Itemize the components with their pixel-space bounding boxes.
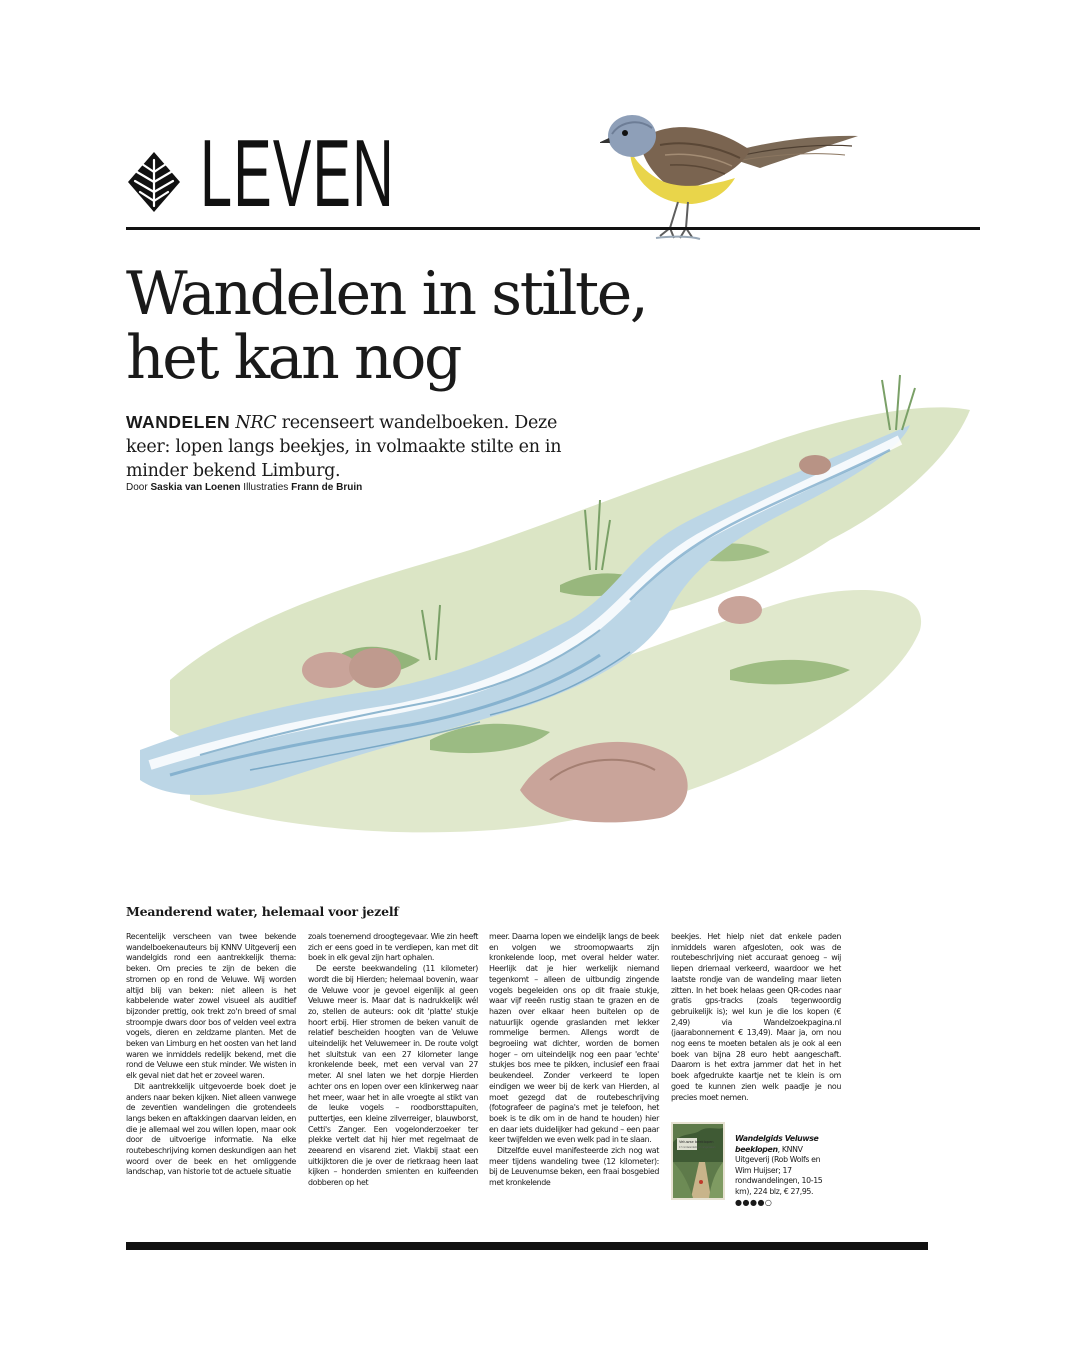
body-column-2: [308, 932, 478, 1189]
byline-prefix: Door: [126, 482, 148, 493]
illustrator-name: Frann de Bruin: [291, 482, 363, 493]
body-paragraph: meer. Daarna lopen we eindelijk langs de beek en volgen we stroomopwaarts zijn kronkelende loop, met overal helder water. Heerlijk dat je hier werkelijk niemand tegenkomt – alleen de uitbundig zingende vogels begeleiden ons op dit fraaie stukje, waar vijf reeën rustig staan te grazen en de hazen over elkaar heen buitelen op de natuurlijk ogende graslanden met lekker rommelige bermen. Allengs wordt de begroeiing wat dichter, worden de bomen hoger – om uiteindelijk nog een paar 'echte' stukjes bos mee te pikken, inclusief een fraai beukendeel. Zonder verkeerd te lopen eindigen we weer bij de kerk van Hierden, al moet gezegd dat de routebeschrijving (fotografeer de pagina's met je telefoon, het boek is te dik om in de hand te houden) hier en daar iets duidelijker had gekund – een paar keer twijfelden we even welk pad in te slaan.: [489, 932, 659, 1145]
intro-text: recenseert wandelboeken. Deze keer: lopen langs beekjes, in volmaakte stilte en in minder bekend Limburg.: [126, 413, 562, 481]
rating-dots: ●●●●○: [735, 1198, 773, 1207]
body-column-4: [671, 932, 841, 1103]
headline-line-2: het kan nog: [126, 323, 460, 393]
body-paragraph: beekjes. Het hielp niet dat enkele paden inmiddels waren afgesloten, ook was de routebeschrijving niet accuraat genoeg – wij liepen driemaal verkeerd, waardoor we het laatste rondje van de wandeling maar lieten zitten. In het boek helaas geen QR-codes naar gratis gps-tracks (zoals tegenwoordig gebruikelijk is); wel kun je die los kopen (€ 2,49) via Wandelzoekpagina.nl (jaarabonnement € 13,49). Maar ja, om nou nog eens te moeten betalen als je ook al een boek van bijna 28 euro hebt aangeschaft. Daarom is het extra jammer dat het in het boek afgedrukte kaartje net te klein is om goed te kunnen zien welk paadje je nou precies moet nemen.: [671, 932, 841, 1102]
byline: [126, 482, 526, 494]
body-paragraph: Recentelijk verscheen van twee bekende wandelboekenauteurs bij KNNV Uitgeverij een wandelgids rond een aantrekkelijk thema: beken. Om precies te zijn de beken die stromen op en rond de Veluwe. Wij worden altijd blij van beken: niet alleen is het kabbelende water zowel visueel als auditief bijzonder prettig, ook trekt zo'n breed of smal stroompje dwars door bos of velden veel extra vogels, dieren en zeldzame planten. Met de beken van Limburg en het oosten van het land waren we inmiddels redelijk bekend, met die rond de Veluwe een stuk minder. We wisten in elk geval niet dat het er zoveel waren.: [126, 932, 296, 1081]
book-title: Wandelgids Veluwse beeklopen: [735, 1134, 819, 1154]
body-paragraph: Ditzelfde euvel manifesteerde zich nog wat meer tijdens wandeling twee (12 kilometer): bij de Leuvenumse beken, een fraai bosgebied met kronkelende: [489, 1146, 659, 1188]
headline-line-1: Wandelen in stilte,: [126, 259, 647, 329]
illustrations-label: Illustraties: [243, 482, 289, 493]
body-column-1: [126, 932, 296, 1178]
article-subheading: Meanderend water, helemaal voor jezelf: [126, 904, 399, 919]
body-paragraph: De eerste beekwandeling (11 kilometer) wordt die bij Hierden; helemaal bovenin, waar de Veluwe voor je gevoel eigenlijk al geen Veluwe meer is. Maar dat is nadrukkelijk wél zo, stellen de auteurs: ook dit 'platte' stukje hoort erbij. Hier stromen de beken vanuit de relatief bescheiden hoogten van de Veluwe uiteindelijk het Veluwemeer in. De route volgt het sluitstuk van een 27 kilometer lange kronkelende beek, met een verval van 27 meter. Al snel laten we het dorpje Hierden achter ons en lopen over een klinkerweg naar het meer, waar het in alle vroegte al stikt van de leuke vogels – roodborsttapuiten, puttertjes, een kleine zilverreiger, blauwborst, Cetti's Zanger. Een vogelonderzoeker ter plekke vertelt dat hij hier met regelmaat de zeearend en visarend ziet. Vlakbij staat een uitkijktoren die je over de rietkraag heen laat kijken – honderden smienten en kuifeenden dobberen op het: [308, 964, 478, 1188]
intro-publication: NRC: [235, 413, 277, 433]
intro-kicker: WANDELEN: [126, 412, 231, 432]
book-info: [735, 1134, 835, 1209]
body-paragraph: zoals toenemend droogtegevaar. Wie zin heeft zich er eens goed in te verdiepen, kan met dit boek in elk geval zijn hart ophalen.: [308, 932, 478, 963]
page-bottom-rule: [126, 1242, 928, 1250]
book-cover-image: [671, 1122, 725, 1200]
author-name: Saskia van Loenen: [150, 482, 241, 493]
book-cover-title: Veluwse beeklopen: [679, 1140, 714, 1144]
section-title: LEVEN: [200, 120, 395, 227]
book-cover-subtitle: 17 rondwandelingen langs beken: [679, 1146, 716, 1149]
section-rule: [126, 227, 980, 230]
article-intro: [126, 410, 596, 483]
article-headline: [126, 259, 746, 393]
book-details: , KNNV Uitgeverij (Rob Wolfs en Wim Huijser; 17 rondwandelingen, 10-15 km), 224 blz, € 27,95.: [735, 1144, 823, 1196]
body-column-3: [489, 932, 659, 1189]
leaf-diamond-icon: [126, 150, 182, 214]
body-paragraph: Dit aantrekkelijk uitgevoerde boek doet je anders naar beken kijken. Niet alleen vanwege de zeventien wandelingen die grotendeels langs beken en aftakkingen daarvan leiden, en die je allemaal wel zou willen lopen, maar ook door de uitvoerige informatie. Na elke routebeschrijving komen deskundigen aan het woord over de beek en het omliggende landschap, van historie tot de actuele situatie: [126, 1081, 296, 1177]
yellow-bird-illustration: [600, 100, 862, 245]
